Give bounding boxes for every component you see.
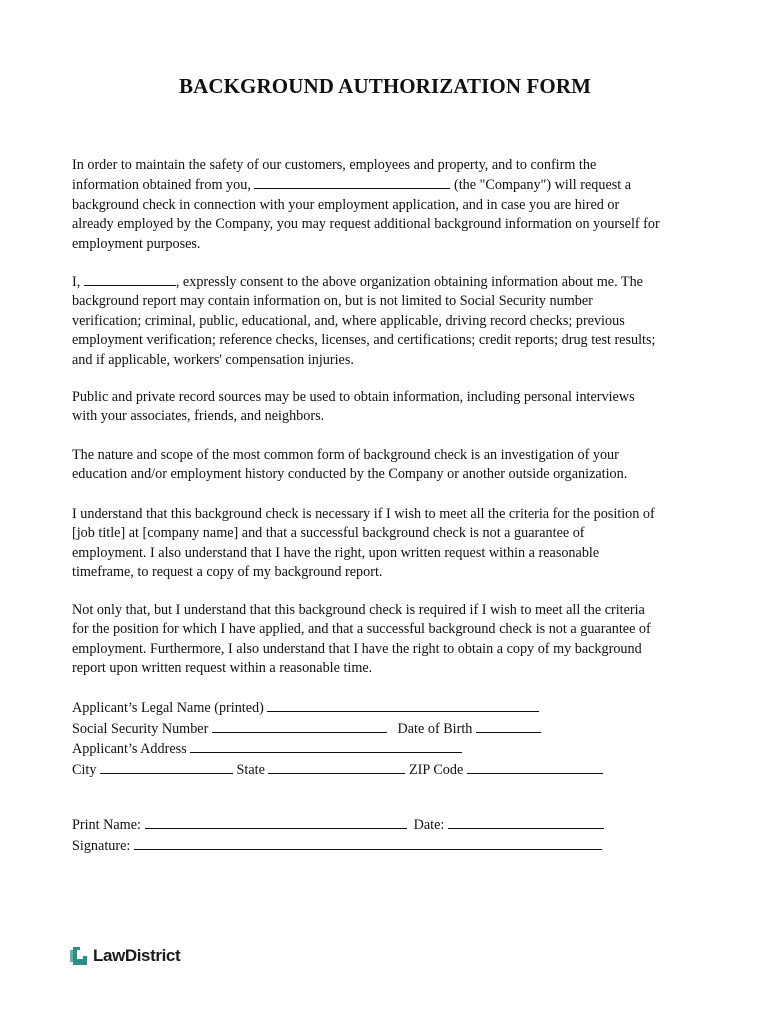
signature-row — [72, 836, 712, 857]
address-row — [72, 739, 712, 760]
legal-name-row — [72, 698, 712, 719]
signature-fields — [72, 815, 712, 856]
legal-name-label: Applicant’s Legal Name (printed) — [72, 700, 264, 716]
text-line — [72, 175, 712, 195]
text-segment: , expressly consent to the above organization obtaining information about me. The — [175, 274, 643, 290]
text-line: already employed by the Company, you may request additional background information on yourself for — [72, 216, 660, 233]
date-label: Date: — [413, 817, 445, 833]
text-line: employment. Furthermore, I also understand that I have the right to obtain a copy of my background — [72, 640, 642, 657]
zip-label: ZIP Code — [409, 761, 464, 778]
print-name-row — [72, 815, 712, 836]
text-line: timeframe, to request a copy of my background report. — [72, 564, 383, 581]
city-label: City — [72, 761, 97, 778]
requirement-paragraph — [72, 601, 712, 679]
form-title: BACKGROUND AUTHORIZATION FORM — [178, 74, 592, 98]
ssn-label: Social Security Number — [72, 720, 209, 737]
text-segment: information obtained from you, — [72, 177, 251, 194]
logo-text: LawDistrict — [93, 946, 181, 965]
text-line: background report may contain information on, but is not limited to Social Security number — [72, 293, 593, 310]
text-line: for the position for which I have applied, and that a successful background check is not a guarantee of — [72, 621, 651, 638]
text-line: employment verification; reference checks, licenses, and certifications; credit reports; drug test results; — [72, 332, 656, 349]
sources-paragraph — [72, 388, 712, 427]
signature-label: Signature: — [72, 837, 131, 854]
text-line: verification; criminal, public, educational, and, where applicable, driving record checks; previous — [72, 312, 625, 329]
city-field[interactable] — [100, 760, 233, 774]
print-name-field[interactable] — [145, 815, 407, 829]
company-name-blank[interactable] — [254, 175, 450, 189]
logo-mark-icon — [70, 945, 90, 967]
text-line: employment. I also understand that I have the right, upon written request within a reasonable — [72, 544, 600, 561]
lawdistrict-logo — [70, 944, 180, 968]
print-name-label: Print Name: — [72, 817, 141, 833]
date-field[interactable] — [448, 815, 604, 829]
consent-paragraph — [72, 272, 712, 370]
text-line: In order to maintain the safety of our customers, employees and property, and to confirm the — [72, 157, 597, 173]
ssn-field[interactable] — [212, 719, 387, 733]
text-line: and if applicable, workers' compensation injuries. — [72, 351, 354, 368]
zip-field[interactable] — [467, 760, 603, 774]
text-segment: I, — [72, 274, 81, 290]
text-line: employment purposes. — [72, 235, 201, 252]
text-line: education and/or employment history conducted by the Company or another outside organization. — [72, 466, 628, 483]
text-line: I understand that this background check is necessary if I wish to meet all the criteria for the position of — [72, 506, 655, 522]
state-label: State — [236, 761, 265, 778]
text-line — [72, 272, 712, 292]
text-line: with your associates, friends, and neighbors. — [72, 408, 325, 425]
text-line: [job title] at [company name] and that a successful background check is not a guarantee of — [72, 525, 585, 542]
address-label: Applicant’s Address — [72, 741, 187, 758]
address-field[interactable] — [190, 739, 462, 753]
understanding-paragraph — [72, 505, 712, 583]
dob-label: Date of Birth — [397, 720, 473, 737]
state-field[interactable] — [268, 760, 405, 774]
signature-field[interactable] — [134, 836, 602, 850]
legal-name-field[interactable] — [267, 698, 539, 712]
text-line: report upon written request within a reasonable time. — [72, 660, 373, 677]
text-line: Public and private record sources may be used to obtain information, including personal interviews — [72, 389, 635, 405]
text-line: Not only that, but I understand that this background check is required if I wish to meet all the criteria — [72, 602, 645, 618]
applicant-fields — [72, 698, 712, 780]
city-state-zip-row — [72, 760, 712, 781]
scope-paragraph — [72, 446, 712, 485]
dob-field[interactable] — [476, 719, 541, 733]
text-segment: (the "Company") will request a — [453, 177, 632, 194]
text-line: The nature and scope of the most common form of background check is an investigation of your — [72, 447, 619, 463]
applicant-name-blank[interactable] — [84, 272, 176, 286]
intro-paragraph — [72, 156, 712, 254]
text-line: background check in connection with your employment application, and in case you are hired or — [72, 196, 620, 213]
ssn-row — [72, 719, 712, 740]
